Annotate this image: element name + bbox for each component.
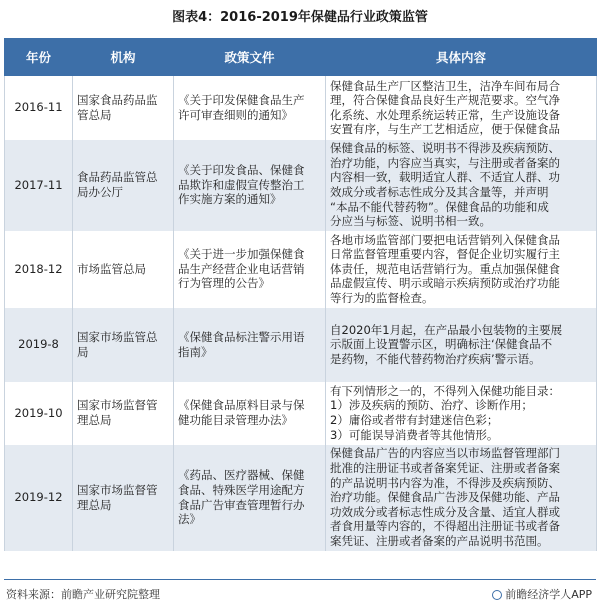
cell-year: 2019-8 — [5, 308, 73, 382]
figure-title: 图表4：2016-2019年保健品行业政策监管 — [172, 10, 428, 25]
header-year: 年份 — [5, 39, 73, 76]
cell-doc: 《关于进一步加强保健食 品生产经营企业电话营销 行为管理的公告》 — [174, 231, 326, 308]
cell-year: 2017-11 — [5, 140, 73, 231]
cell-year: 2019-10 — [5, 382, 73, 445]
footer-divider — [4, 579, 596, 580]
cell-content: 保健食品生产厂区整洁卫生，洁净车间布局合 理，符合保健食品良好生产规范要求。空气净 化系统、水处理系统运转正常，生产设施设备 安置有序，与生产工艺相适应，便于保健食品 — [326, 76, 597, 140]
brand-label — [492, 586, 592, 602]
cell-org: 国家市场监管总 局 — [73, 308, 174, 382]
table-row — [5, 445, 597, 551]
table-row — [5, 382, 597, 445]
cell-content: 自2020年1月起，在产品最小包装物的主要展 示版面上设置警示区，明确标注‘保健食品不 是药物，不能代替药物治疗疾病’警示语。 — [326, 308, 597, 382]
brand-text: 前瞻经济学人APP — [505, 588, 592, 601]
cell-year: 2016-11 — [5, 76, 73, 140]
cell-content: 有下列情形之一的，不得列入保健功能目录： 1）涉及疾病的预防、治疗、诊断作用； 2）庸俗或者带有封建迷信色彩； 3）可能误导消费者等其他情形。 — [326, 382, 597, 445]
header-content: 具体内容 — [326, 39, 597, 76]
cell-content: 各地市场监管部门要把电话营销列入保健食品 日常监督管理重要内容，督促企业切实履行主 体责任，规范电话营销行为。重点加强保健食 品虚假宣传、明示或暗示疾病预防或治疗功能 等行为的监督检查。 — [326, 231, 597, 308]
cell-org: 国家市场监督管 理总局 — [73, 445, 174, 551]
cell-doc: 《保健食品原料目录与保 健功能目录管理办法》 — [174, 382, 326, 445]
cell-doc: 《关于印发保健食品生产 许可审查细则的通知》 — [174, 76, 326, 140]
header-doc: 政策文件 — [174, 39, 326, 76]
source-note: 资料来源：前瞻产业研究院整理 — [6, 588, 160, 601]
cell-year: 2018-12 — [5, 231, 73, 308]
cell-doc: 《关于印发食品、保健食 品欺诈和虚假宣传整治工 作实施方案的通知》 — [174, 140, 326, 231]
cell-org: 食品药品监管总 局办公厅 — [73, 140, 174, 231]
header-org: 机构 — [73, 39, 174, 76]
cell-org: 国家市场监督管 理总局 — [73, 382, 174, 445]
table-row — [5, 140, 597, 231]
cell-org: 市场监管总局 — [73, 231, 174, 308]
policy-table — [4, 38, 597, 551]
table-header-row — [5, 39, 597, 76]
cell-year: 2019-12 — [5, 445, 73, 551]
cell-content: 保健食品广告的内容应当以市场监督管理部门 批准的注册证书或者备案凭证、注册或者备案 的产品说明书内容为准，不得涉及疾病预防、 治疗功能。保健食品广告涉及保健功能、产品 功效成分或者标志性成分及含量、适宜人群或 者食用量等内容的，不得超出注册证书或者备 案凭证、注册或者备案的产品说明书范围。 — [326, 445, 597, 551]
table-row — [5, 308, 597, 382]
cell-doc: 《药品、医疗器械、保健 食品、特殊医学用途配方 食品广告审查管理暂行办 法》 — [174, 445, 326, 551]
brand-logo-icon — [492, 590, 502, 600]
cell-content: 保健食品的标签、说明书不得涉及疾病预防、 治疗功能，内容应当真实，与注册或者备案的 内容相一致，载明适宜人群、不适宜人群、功 效成分或者标志性成分及其含量等，并声明 “本品不能代替药物”。保健食品的功能和成 分应当与标签、说明书相一致。 — [326, 140, 597, 231]
cell-doc: 《保健食品标注警示用语 指南》 — [174, 308, 326, 382]
table-row — [5, 231, 597, 308]
table-row — [5, 76, 597, 140]
cell-org: 国家食品药品监 管总局 — [73, 76, 174, 140]
